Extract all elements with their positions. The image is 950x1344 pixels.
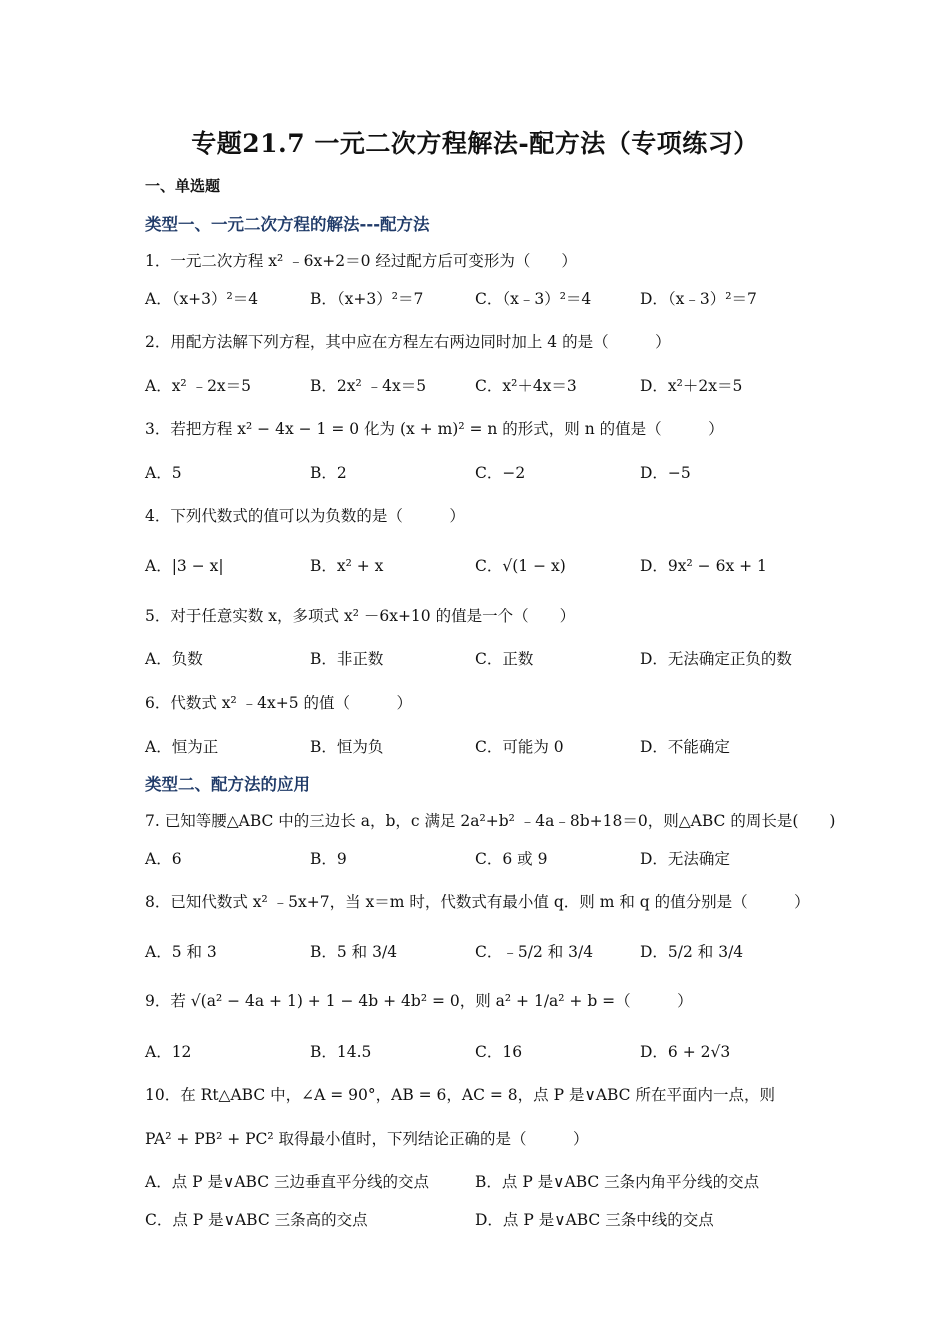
q10-option-c: C．点 P 是∨ABC 三条高的交点 <box>145 1211 368 1229</box>
q2-option-d: D．x²＋2x＝5 <box>640 377 743 395</box>
q7-option-d: D．无法确定 <box>640 850 730 868</box>
type-heading-1: 类型一、一元二次方程的解法---配方法 <box>145 215 430 234</box>
question-10: 10．在 Rt△ABC 中，∠A = 90°，AB = 6，AC = 8，点 P 是∨ABC 所在平面内一点，则 <box>145 1086 775 1104</box>
q7-option-c: C．6 或 9 <box>475 850 548 868</box>
question-10-line-2: PA² + PB² + PC² 取得最小值时，下列结论正确的是（ ） <box>145 1130 589 1148</box>
q2-option-b: B．2x² ﹣4x＝5 <box>310 377 427 395</box>
q2-option-c: C．x²＋4x＝3 <box>475 377 577 395</box>
q8-option-c: C．﹣5/2 和 3/4 <box>475 943 594 961</box>
question-3: 3．若把方程 x² − 4x − 1 = 0 化为 (x + m)² = n 的形式，则 n 的值是（ ） <box>145 420 724 438</box>
q4-option-b: B．x² + x <box>310 557 384 575</box>
q4-option-d: D．9x² − 6x + 1 <box>640 557 767 575</box>
question-1: 1．一元二次方程 x² ﹣6x+2＝0 经过配方后可变形为（ ） <box>145 252 577 270</box>
q6-option-a: A．恒为正 <box>145 738 219 756</box>
q5-option-b: B．非正数 <box>310 650 384 668</box>
page-title: 专题21.7 一元二次方程解法-配方法（专项练习） <box>191 129 759 158</box>
q3-option-d: D．−5 <box>640 464 691 482</box>
q5-option-a: A．负数 <box>145 650 203 668</box>
q3-option-c: C．−2 <box>475 464 526 482</box>
q1-option-c: C．（x﹣3）²＝4 <box>475 290 592 308</box>
question-4: 4．下列代数式的值可以为负数的是（ ） <box>145 507 465 525</box>
q9-option-b: B．14.5 <box>310 1043 372 1061</box>
q2-option-a: A．x² ﹣2x＝5 <box>145 377 252 395</box>
question-9: 9．若 √(a² − 4a + 1) + 1 − 4b + 4b² = 0，则 a² + 1/a² + b =（ ） <box>145 992 693 1010</box>
question-6: 6．代数式 x² ﹣4x+5 的值（ ） <box>145 694 413 712</box>
question-8: 8．已知代数式 x² ﹣5x+7，当 x＝m 时，代数式有最小值 q．则 m 和 q 的值分别是（ ） <box>145 893 810 911</box>
q3-option-a: A．5 <box>145 464 182 482</box>
question-5: 5．对于任意实数 x，多项式 x² －6x+10 的值是一个（ ） <box>145 607 576 625</box>
question-2: 2．用配方法解下列方程，其中应在方程左右两边同时加上 4 的是（ ） <box>145 333 671 351</box>
q10-option-b: B．点 P 是∨ABC 三条内角平分线的交点 <box>475 1173 760 1191</box>
question-7: 7. 已知等腰△ABC 中的三边长 a，b，c 满足 2a²+b² ﹣4a﹣8b+18＝0，则△ABC 的周长是( ) <box>145 812 836 830</box>
section-heading: 一、单选题 <box>145 177 221 195</box>
q7-option-a: A．6 <box>145 850 182 868</box>
q4-option-a: A．|3 − x| <box>145 557 224 575</box>
q3-option-b: B．2 <box>310 464 347 482</box>
q9-option-c: C．16 <box>475 1043 523 1061</box>
q8-option-a: A．5 和 3 <box>145 943 217 961</box>
q8-option-b: B．5 和 3/4 <box>310 943 398 961</box>
q1-option-b: B．（x+3）²＝7 <box>310 290 424 308</box>
q10-option-d: D．点 P 是∨ABC 三条中线的交点 <box>475 1211 714 1229</box>
q1-option-d: D．（x﹣3）²＝7 <box>640 290 757 308</box>
q9-option-d: D．6 + 2√3 <box>640 1043 731 1061</box>
q7-option-b: B．9 <box>310 850 347 868</box>
q4-option-c: C．√(1 − x) <box>475 557 566 575</box>
q10-option-a: A．点 P 是∨ABC 三边垂直平分线的交点 <box>145 1173 429 1191</box>
q8-option-d: D．5/2 和 3/4 <box>640 943 744 961</box>
q5-option-d: D．无法确定正负的数 <box>640 650 792 668</box>
type-heading-2: 类型二、配方法的应用 <box>145 775 310 794</box>
q5-option-c: C．正数 <box>475 650 534 668</box>
q6-option-d: D．不能确定 <box>640 738 730 756</box>
q9-option-a: A．12 <box>145 1043 192 1061</box>
q6-option-c: C．可能为 0 <box>475 738 564 756</box>
q6-option-b: B．恒为负 <box>310 738 384 756</box>
q1-option-a: A．（x+3）²＝4 <box>145 290 259 308</box>
